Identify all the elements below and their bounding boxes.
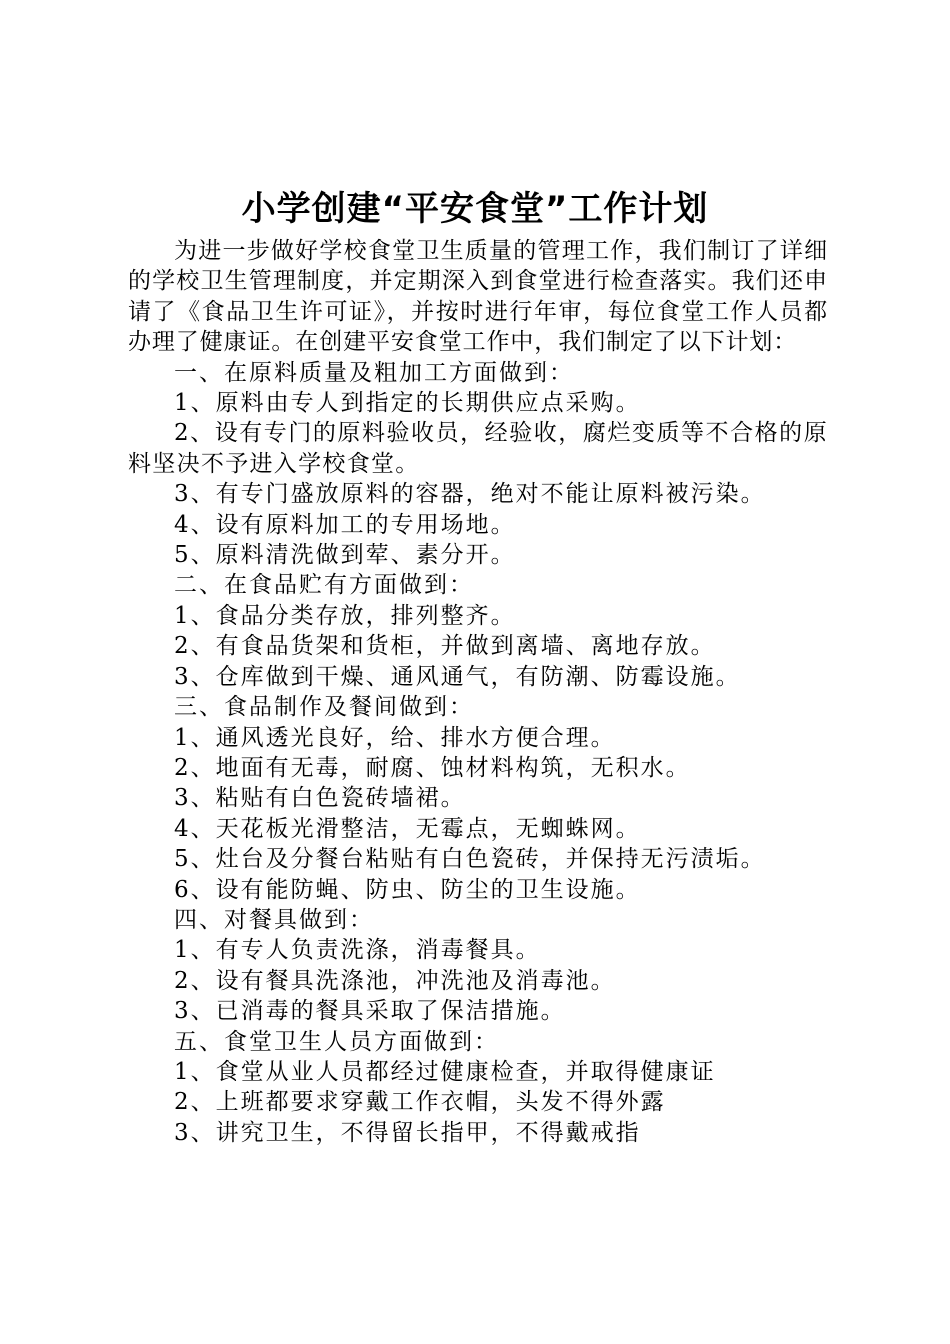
section-heading: 五、食堂卫生人员方面做到： <box>174 1028 499 1055</box>
list-item: 3、讲究卫生，不得留长指甲，不得戴戒指 <box>174 1119 641 1146</box>
list-item: 3、有专门盛放原料的容器，绝对不能让原料被污染。 <box>174 481 766 508</box>
section-heading: 一、在原料质量及粗加工方面做到： <box>174 359 574 386</box>
list-item: 1、食品分类存放，排列整齐。 <box>174 602 516 629</box>
list-item: 3、已消毒的餐具采取了保洁措施。 <box>174 998 566 1025</box>
section-heading: 四、对餐具做到： <box>174 906 374 933</box>
list-item: 1、食堂从业人员都经过健康检查，并取得健康证 <box>174 1058 716 1085</box>
section-heading: 二、在食品贮有方面做到： <box>174 572 474 599</box>
list-item: 2、上班都要求穿戴工作衣帽，头发不得外露 <box>174 1089 666 1116</box>
section-heading: 三、食品制作及餐间做到： <box>174 694 474 721</box>
intro-paragraph: 为进一步做好学校食堂卫生质量的管理工作，我们制订了详细的学校卫生管理制度，并定期深入到食堂进行检查落实。我们还申请了《食品卫生许可证》，并按时进行年审，每位食堂工作人员都办理了健康证。在创建平安食堂工作中，我们制定了以下计划： <box>128 238 828 356</box>
list-item: 1、通风透光良好，给、排水方便合理。 <box>174 724 616 751</box>
list-item: 2、地面有无毒，耐腐、蚀材料构筑，无积水。 <box>174 754 691 781</box>
list-item: 2、设有餐具洗涤池，冲洗池及消毒池。 <box>174 967 616 994</box>
list-item: 4、设有原料加工的专用场地。 <box>174 511 516 538</box>
list-item: 3、粘贴有白色瓷砖墙裙。 <box>174 785 466 812</box>
list-item: 6、设有能防蝇、防虫、防尘的卫生设施。 <box>174 876 641 903</box>
list-item: 5、原料清洗做到荤、素分开。 <box>174 542 516 569</box>
list-item: 1、有专人负责洗涤，消毒餐具。 <box>174 937 541 964</box>
list-item: 5、灶台及分餐台粘贴有白色瓷砖，并保持无污渍垢。 <box>174 846 766 873</box>
list-item: 2、有食品货架和货柜，并做到离墙、离地存放。 <box>174 633 716 660</box>
list-item: 2、设有专门的原料验收员，经验收，腐烂变质等不合格的原料坚决不予进入学校食堂。 <box>128 420 828 477</box>
document-title: 小学创建“平安食堂”工作计划 <box>241 189 709 229</box>
list-item: 4、天花板光滑整洁，无霉点，无蜘蛛网。 <box>174 815 641 842</box>
list-item: 3、仓库做到干燥、通风通气，有防潮、防霉设施。 <box>174 663 741 690</box>
document-body <box>128 236 828 1148</box>
list-item: 1、原料由专人到指定的长期供应点采购。 <box>174 390 641 417</box>
